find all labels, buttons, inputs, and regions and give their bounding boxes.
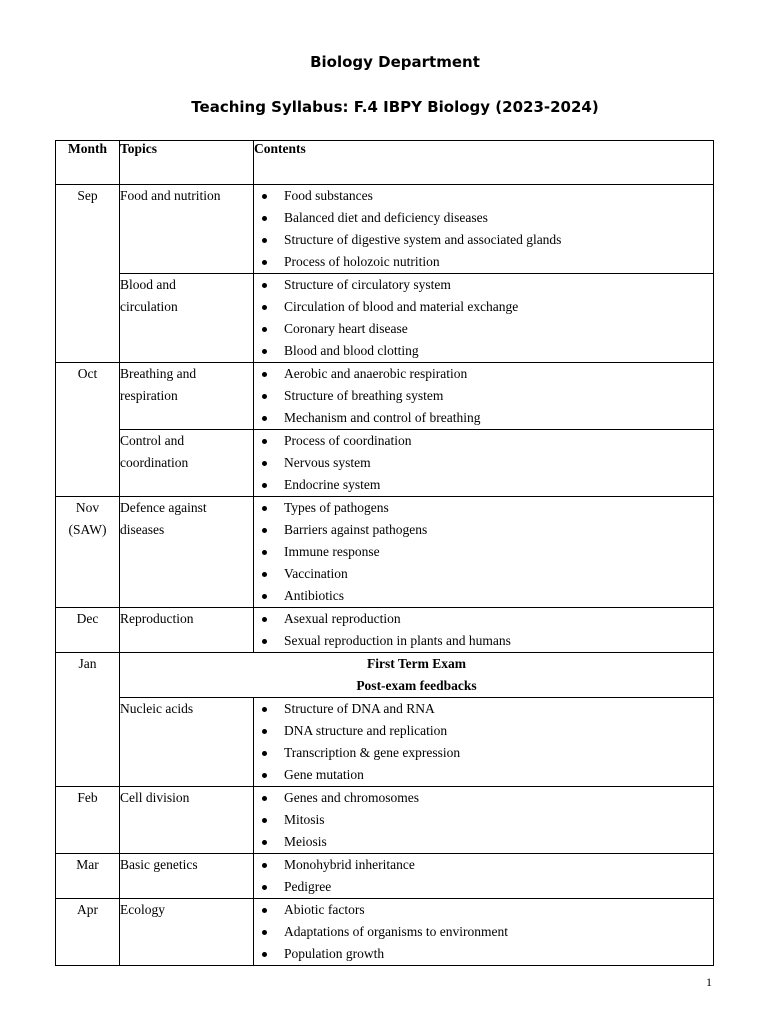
list-item: Circulation of blood and material exchange [254, 296, 713, 318]
list-item: Antibiotics [254, 585, 713, 607]
list-item: Monohybrid inheritance [254, 854, 713, 876]
text-line: Blood and [120, 277, 176, 292]
list-item: Structure of DNA and RNA [254, 698, 713, 720]
table-body [56, 185, 714, 966]
list-item: Endocrine system [254, 474, 713, 496]
topic-cell: Cell division [120, 787, 254, 854]
content-list [254, 787, 713, 853]
content-list [254, 854, 713, 898]
topic-cell: Reproduction [120, 608, 254, 653]
content-list [254, 363, 713, 429]
month-cell: Sep [56, 185, 120, 363]
topic-cell [120, 497, 254, 608]
content-list [254, 899, 713, 965]
text-line: Control and [120, 433, 185, 448]
content-list [254, 497, 713, 607]
list-item: Nervous system [254, 452, 713, 474]
text-line: respiration [120, 388, 178, 403]
table-row [56, 608, 714, 653]
table-row [56, 698, 714, 787]
list-item: Balanced diet and deficiency diseases [254, 207, 713, 229]
exam-line: First Term Exam [367, 656, 466, 671]
column-header-month: Month [56, 141, 120, 185]
text-line: diseases [120, 522, 165, 537]
month-cell: Oct [56, 363, 120, 497]
syllabus-table [55, 140, 714, 966]
table-header-row [56, 141, 714, 185]
topic-cell: Ecology [120, 899, 254, 966]
month-cell [56, 497, 120, 608]
list-item: Vaccination [254, 563, 713, 585]
content-list [254, 185, 713, 273]
contents-cell [254, 787, 714, 854]
list-item: Food substances [254, 185, 713, 207]
text-line: (SAW) [68, 522, 107, 537]
month-cell: Dec [56, 608, 120, 653]
topic-cell [120, 274, 254, 363]
list-item: Sexual reproduction in plants and humans [254, 630, 713, 652]
list-item: Transcription & gene expression [254, 742, 713, 764]
table-row [56, 653, 714, 698]
list-item: Immune response [254, 541, 713, 563]
text-line: Defence against [120, 500, 207, 515]
month-cell: Jan [56, 653, 120, 787]
contents-cell [254, 854, 714, 899]
month-cell: Feb [56, 787, 120, 854]
contents-cell [254, 274, 714, 363]
list-item: Asexual reproduction [254, 608, 713, 630]
content-list [254, 430, 713, 496]
text-line: Nov [75, 500, 100, 515]
topic-cell: Nucleic acids [120, 698, 254, 787]
topic-cell [120, 430, 254, 497]
month-cell: Mar [56, 854, 120, 899]
column-header-topics: Topics [120, 141, 254, 185]
text-line: coordination [120, 455, 189, 470]
list-item: Abiotic factors [254, 899, 713, 921]
contents-cell [254, 698, 714, 787]
list-item: Process of coordination [254, 430, 713, 452]
text-line: Breathing and [120, 366, 197, 381]
list-item: Pedigree [254, 876, 713, 898]
list-item: Structure of circulatory system [254, 274, 713, 296]
content-list [254, 274, 713, 362]
exam-line: Post-exam feedbacks [356, 678, 477, 693]
page-number: 1 [706, 975, 712, 989]
list-item: Barriers against pathogens [254, 519, 713, 541]
topic-cell: Food and nutrition [120, 185, 254, 274]
contents-cell [254, 185, 714, 274]
table-row [56, 274, 714, 363]
column-header-contents: Contents [254, 141, 714, 185]
table-row [56, 899, 714, 966]
contents-cell [254, 497, 714, 608]
list-item: DNA structure and replication [254, 720, 713, 742]
table-row [56, 363, 714, 430]
contents-cell [254, 363, 714, 430]
list-item: Gene mutation [254, 764, 713, 786]
syllabus-title: Teaching Syllabus: F.4 IBPY Biology (2023-2024) [191, 98, 599, 116]
table-row [56, 185, 714, 274]
topic-cell [120, 363, 254, 430]
list-item: Mitosis [254, 809, 713, 831]
table-row [56, 854, 714, 899]
list-item: Coronary heart disease [254, 318, 713, 340]
list-item: Types of pathogens [254, 497, 713, 519]
list-item: Population growth [254, 943, 713, 965]
table-row [56, 497, 714, 608]
text-line: circulation [120, 299, 178, 314]
contents-cell [254, 608, 714, 653]
contents-cell [254, 899, 714, 966]
list-item: Blood and blood clotting [254, 340, 713, 362]
content-list [254, 608, 713, 652]
list-item: Meiosis [254, 831, 713, 853]
month-cell: Apr [56, 899, 120, 966]
list-item: Structure of breathing system [254, 385, 713, 407]
list-item: Adaptations of organisms to environment [254, 921, 713, 943]
list-item: Mechanism and control of breathing [254, 407, 713, 429]
list-item: Process of holozoic nutrition [254, 251, 713, 273]
contents-cell [254, 430, 714, 497]
table-row [56, 430, 714, 497]
topic-cell: Basic genetics [120, 854, 254, 899]
department-heading: Biology Department [310, 53, 480, 71]
list-item: Aerobic and anaerobic respiration [254, 363, 713, 385]
exam-cell [120, 653, 714, 698]
list-item: Structure of digestive system and associated glands [254, 229, 713, 251]
table-row [56, 787, 714, 854]
content-list [254, 698, 713, 786]
list-item: Genes and chromosomes [254, 787, 713, 809]
